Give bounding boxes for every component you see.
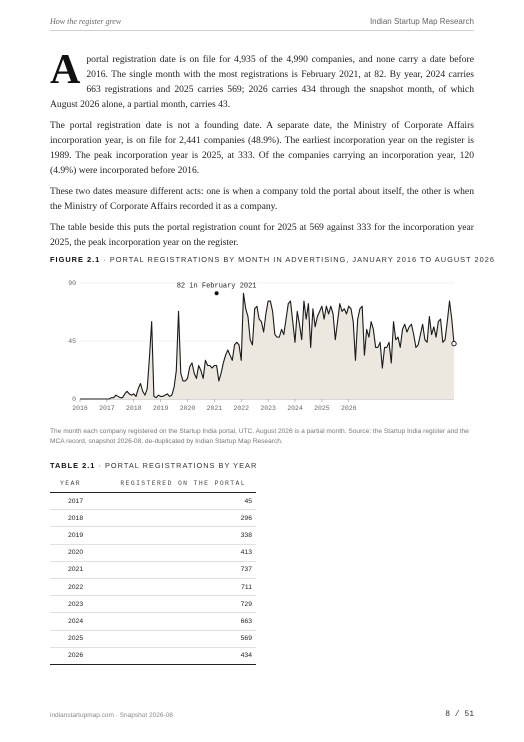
body-text (50, 47, 474, 256)
cell-year: 2026 (50, 647, 91, 664)
cell-year: 2022 (50, 578, 91, 595)
running-header-title: How the register grew (50, 17, 122, 26)
table-row (50, 613, 256, 630)
table-header-row (50, 474, 256, 493)
x-tick-label: 2020 (179, 405, 196, 412)
cell-count: 737 (91, 561, 256, 578)
registrations-table (50, 474, 256, 665)
cell-count: 413 (91, 544, 256, 561)
paragraph-2: The portal registration date is not a founding date. A separate date, the Ministry of Corporate Affairs incorporation year, is on file for 2,441 companies (48.9%). The earliest incorporation year on the register is 1989. The peak incorporation year is 2025, at 333. Of the companies carrying an incorporation year, 120 (4.9%) were incorporated before 2016. (50, 120, 474, 176)
table-label: TABLE 2.1 (50, 461, 96, 470)
cell-count: 45 (91, 493, 256, 510)
paragraph-3: These two dates measure different acts: one is when a company told the portal about itself, the other is when the Ministry of Corporate Affairs recorded it as a company. (50, 186, 474, 212)
table-row (50, 527, 256, 544)
table-row (50, 630, 256, 647)
figure-label: FIGURE 2.1 (50, 255, 101, 264)
paragraph-1 (50, 47, 474, 112)
cell-count: 569 (91, 630, 256, 647)
x-tick-label: 2021 (206, 405, 223, 412)
table-row (50, 510, 256, 527)
cell-year: 2017 (50, 493, 91, 510)
cell-count: 711 (91, 578, 256, 595)
paragraph-4: The table beside this puts the portal registration count for 2025 at 569 against 333 for the incorporation year 2025, the peak incorporation year on the register. (50, 222, 474, 248)
paragraph-1-text: portal registration date is on file for 4,935 of the 4,990 companies, and none carry a date before 2016. The single month with the most registrations is February 2021, at 82. By year, 2024 carries 663 registrations and 2025 carries 569; 2026 carries 434 through the snapshot month, of which August 2026 alone, a partial month, carries 43. (50, 54, 474, 110)
y-tick-label: 90 (68, 280, 76, 287)
x-tick-label: 2016 (72, 405, 88, 412)
last-point-marker (452, 341, 456, 345)
running-header-publisher: Indian Startup Map Research (369, 17, 474, 26)
figure-title (50, 255, 495, 264)
footer-source: indianstartupmap.com · Snapshot 2026-08 (50, 712, 173, 719)
x-tick-label: 2018 (125, 405, 142, 412)
x-tick-label: 2023 (260, 405, 276, 412)
cell-count: 338 (91, 527, 256, 544)
cell-count: 663 (91, 613, 256, 630)
table-row (50, 493, 256, 510)
header-rule (50, 30, 474, 31)
cell-count: 296 (91, 510, 256, 527)
page-number: 8 / 51 (445, 710, 474, 719)
table-row (50, 647, 256, 664)
cell-year: 2021 (50, 561, 91, 578)
col-header-count: REGISTERED ON THE PORTAL (91, 474, 256, 493)
x-tick-label: 2022 (233, 405, 250, 412)
x-tick-label: 2026 (340, 405, 357, 412)
y-tick-label: 45 (68, 338, 76, 345)
table-row (50, 596, 256, 613)
table-title-text: · PORTAL REGISTRATIONS BY YEAR (98, 461, 258, 470)
col-header-year: YEAR (50, 474, 91, 493)
peak-label: 82 in February 2021 (176, 282, 257, 291)
chart-svg (50, 271, 474, 421)
x-tick-label: 2024 (287, 405, 303, 412)
cell-year: 2023 (50, 596, 91, 613)
figure-title-text: · PORTAL REGISTRATIONS BY MONTH IN ADVERTISING, JANUARY 2016 TO AUGUST 2026 (103, 255, 495, 264)
cell-count: 729 (91, 596, 256, 613)
table-row (50, 544, 256, 561)
y-tick-label: 0 (72, 396, 76, 403)
table-row (50, 578, 256, 595)
figure-caption: The month each company registered on the Startup India portal, UTC. August 2026 is a partial month. Source: the Startup India register and the MCA record, snapshot 2026-08, de-duplicated by Indian Startup Map Research. (50, 428, 469, 445)
drop-cap: A (50, 47, 81, 93)
x-tick-label: 2017 (99, 405, 115, 412)
cell-year: 2020 (50, 544, 91, 561)
cell-year: 2019 (50, 527, 91, 544)
table-row (50, 561, 256, 578)
registrations-chart (50, 271, 474, 421)
table-title (50, 461, 257, 470)
cell-year: 2025 (50, 630, 91, 647)
x-tick-label: 2025 (314, 405, 330, 412)
cell-count: 434 (91, 647, 256, 664)
peak-marker (215, 291, 219, 295)
x-tick-label: 2019 (152, 405, 169, 412)
cell-year: 2024 (50, 613, 91, 630)
cell-year: 2018 (50, 510, 91, 527)
